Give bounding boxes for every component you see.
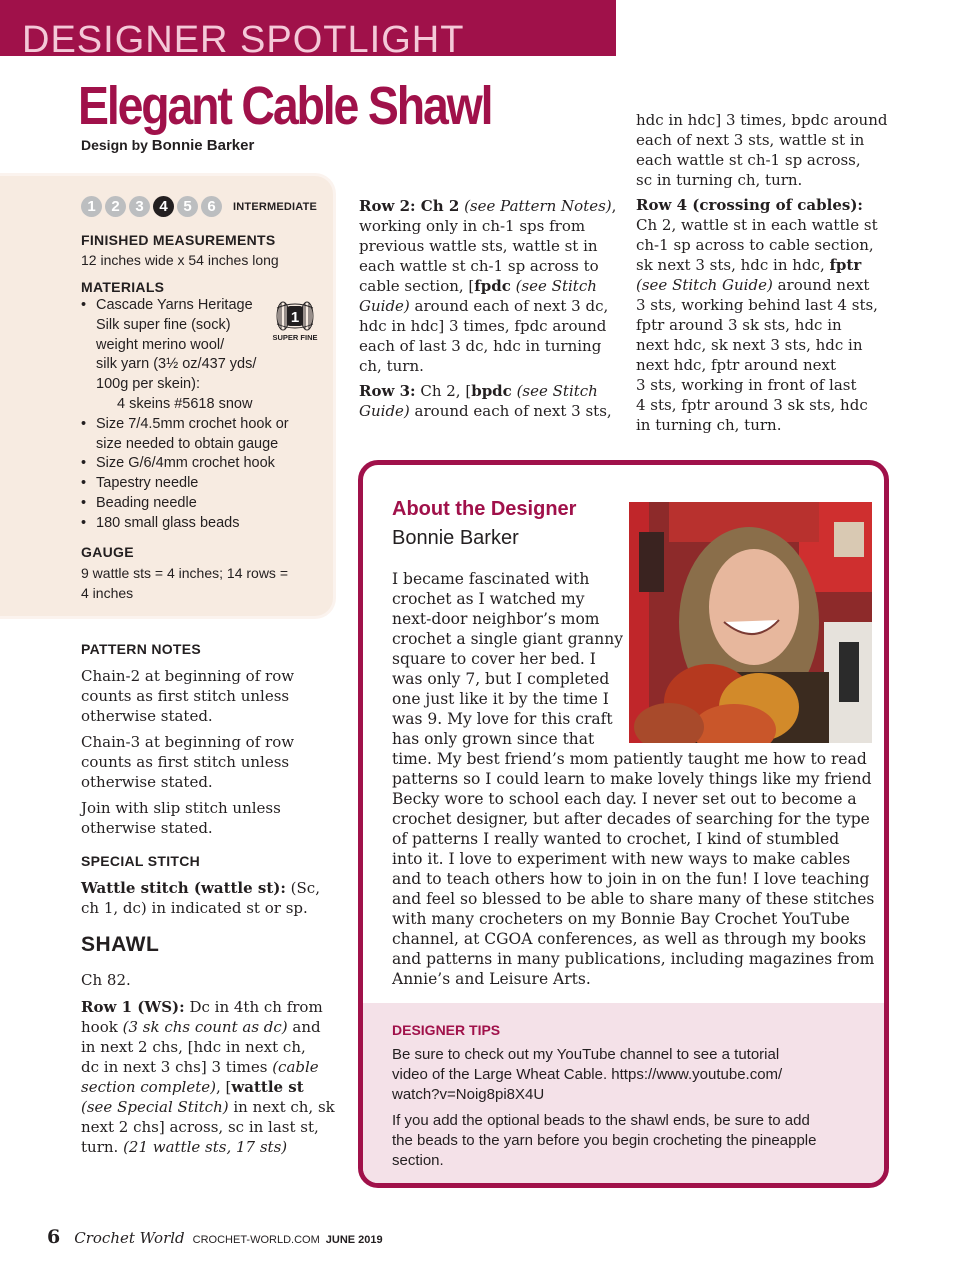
section-label: DESIGNER SPOTLIGHT (22, 19, 465, 56)
gauge-heading: GAUGE (81, 544, 134, 560)
page-footer (47, 1226, 383, 1248)
row-2-instructions: Row 2: Ch 2 (see Pattern Notes), working only in ch-1 sps from previous wattle sts, wattle st in each wattle st ch-1 sp across to cable section, [fpdc (see Stitch Guide) around each of next 3 dc, hdc in hdc] 3 times, fpdc around each of last 3 dc, hdc in turning ch, turn. (359, 197, 617, 375)
material-hook-size: • Size 7/4.5mm crochet hook or size needed to obtain gauge (81, 415, 321, 455)
row-2-label: Row 2: Ch 2 (359, 197, 460, 215)
material-item: • Tapestry needle (81, 474, 321, 494)
shawl-chain: Ch 82. (81, 971, 131, 989)
skill-level-5: 5 (177, 196, 198, 217)
skill-level-indicator (81, 196, 317, 217)
row-3-continued: hdc in hdc] 3 times, bpdc around each of next 3 sts, wattle st in each wattle st ch-1 sp across, sc in turning ch, turn. (636, 111, 888, 189)
material-item: • Beading needle (81, 494, 321, 514)
skill-level-6: 6 (201, 196, 222, 217)
skill-level-3: 3 (129, 196, 150, 217)
materials-heading: MATERIALS (81, 279, 165, 295)
row-4-label: Row 4 (crossing of cables): (636, 196, 863, 214)
pattern-notes-heading: PATTERN NOTES (81, 641, 202, 657)
skill-level-label: INTERMEDIATE (233, 200, 318, 213)
special-stitch-definition: Wattle stitch (wattle st): (Sc, ch 1, dc) in indicated st or sp. (81, 879, 320, 917)
skill-level-1: 1 (81, 196, 102, 217)
pattern-title: Elegant Cable Shawl (78, 76, 492, 136)
gauge-text: 9 wattle sts = 4 inches; 14 rows = 4 inches (81, 565, 288, 601)
pattern-note-3: Join with slip stitch unless otherwise stated. (81, 799, 281, 837)
skill-level-2: 2 (105, 196, 126, 217)
about-designer-name: Bonnie Barker (392, 527, 519, 549)
magazine-name: Crochet World (74, 1229, 185, 1247)
yarn-weight-icon (268, 298, 322, 342)
pattern-note-1: Chain-2 at beginning of row counts as first stitch unless otherwise stated. (81, 667, 295, 725)
material-item: • 180 small glass beads (81, 514, 321, 534)
row-3-label: Row 3: (359, 382, 416, 400)
special-stitch-heading: SPECIAL STITCH (81, 853, 201, 869)
yarn-weight-label: SUPER FINE (272, 333, 318, 342)
byline (81, 137, 254, 154)
page-number: 6 (47, 1226, 61, 1248)
byline-designer: Bonnie Barker (151, 137, 255, 154)
shawl-heading: SHAWL (81, 933, 160, 956)
designer-tip-2: If you add the optional beads to the shawl ends, be sure to add the beads to the yarn before you begin crocheting the pineapple section. (392, 1112, 817, 1169)
finished-measurements-text: 12 inches wide x 54 inches long (81, 252, 279, 268)
designer-bio: I became fascinated with crochet as I watched my next-door neighbor’s mom crochet a single giant granny square to cover her bed. I was only 7, but I completed one just like it by the time I was 9. My love for this craft has only grown since that time. My best friend’s mom patiently taught me how to read patterns so I could learn to make lovely things like my friend Becky wore to school each day. I never set out to become a crochet designer, but after decades of searching for the type of patterns I really wanted to crochet, I kind of stumbled into it. I love to experiment with new ways to make cables and to teach others how to join in on the fun! I love teaching and feel so blessed to be able to share many of these stitches with many crocheters on my Bonnie Bay Crochet YouTube channel, at CGOA conferences, as well as through my books and patterns in many publications, including magazines from Annie’s and Leisure Arts. (392, 570, 875, 988)
finished-measurements-heading: FINISHED MEASUREMENTS (81, 232, 276, 248)
material-yarn: • Cascade Yarns Heritage Silk super fine (sock) weight merino wool/ silk yarn (3½ oz/437 yds/ 100g per skein): (81, 296, 321, 395)
issue-date: JUNE 2019 (325, 1234, 383, 1246)
skill-level-4-active: 4 (153, 196, 174, 217)
designer-tip-1: Be sure to check out my YouTube channel to see a tutorial video of the Large Wheat Cable. https://www.youtube.com/ watch?v=Noig8pi8X4U (392, 1046, 783, 1103)
pattern-note-2: Chain-3 at beginning of row counts as first stitch unless otherwise stated. (81, 733, 295, 791)
material-item: • Size G/6/4mm crochet hook (81, 454, 321, 474)
byline-prefix: Design by (81, 137, 148, 153)
row-3-instructions: Row 3: Ch 2, [bpdc (see Stitch Guide) around each of next 3 sts, (359, 382, 612, 420)
row-4-instructions: Row 4 (crossing of cables): Ch 2, wattle st in each wattle st ch-1 sp across to cable section, sk next 3 sts, hdc in hdc, fptr (see Stitch Guide) around next 3 sts, working behind last 4 sts, fptr around 3 sk sts, hdc in next hdc, sk next 3 sts, hdc in next hdc, fptr around next 3 sts, working in front of last 4 sts, fptr around 3 sk sts, hdc in turning ch, turn. (636, 196, 878, 434)
row-1-label: Row 1 (WS): (81, 998, 185, 1016)
material-yarn-amount: 4 skeins #5618 snow (117, 395, 253, 412)
row-1-instructions: Row 1 (WS): Dc in 4th ch from hook (3 sk chs count as dc) and in next 2 chs, [hdc in next ch, dc in next 3 chs] 3 times (cable section complete), [wattle st (see Special Stitch) in next ch, sk next 2 chs] across, sc in last st, turn. (21 wattle sts, 17 sts) (81, 998, 335, 1156)
about-designer-box (358, 460, 889, 1188)
magazine-website: CROCHET-WORLD.COM (192, 1234, 320, 1246)
yarn-weight-number: 1 (290, 309, 300, 326)
special-stitch-term: Wattle stitch (wattle st): (81, 879, 286, 897)
section-banner (0, 0, 616, 56)
about-designer-heading: About the Designer (392, 498, 577, 520)
designer-tips-heading: DESIGNER TIPS (392, 1022, 501, 1038)
